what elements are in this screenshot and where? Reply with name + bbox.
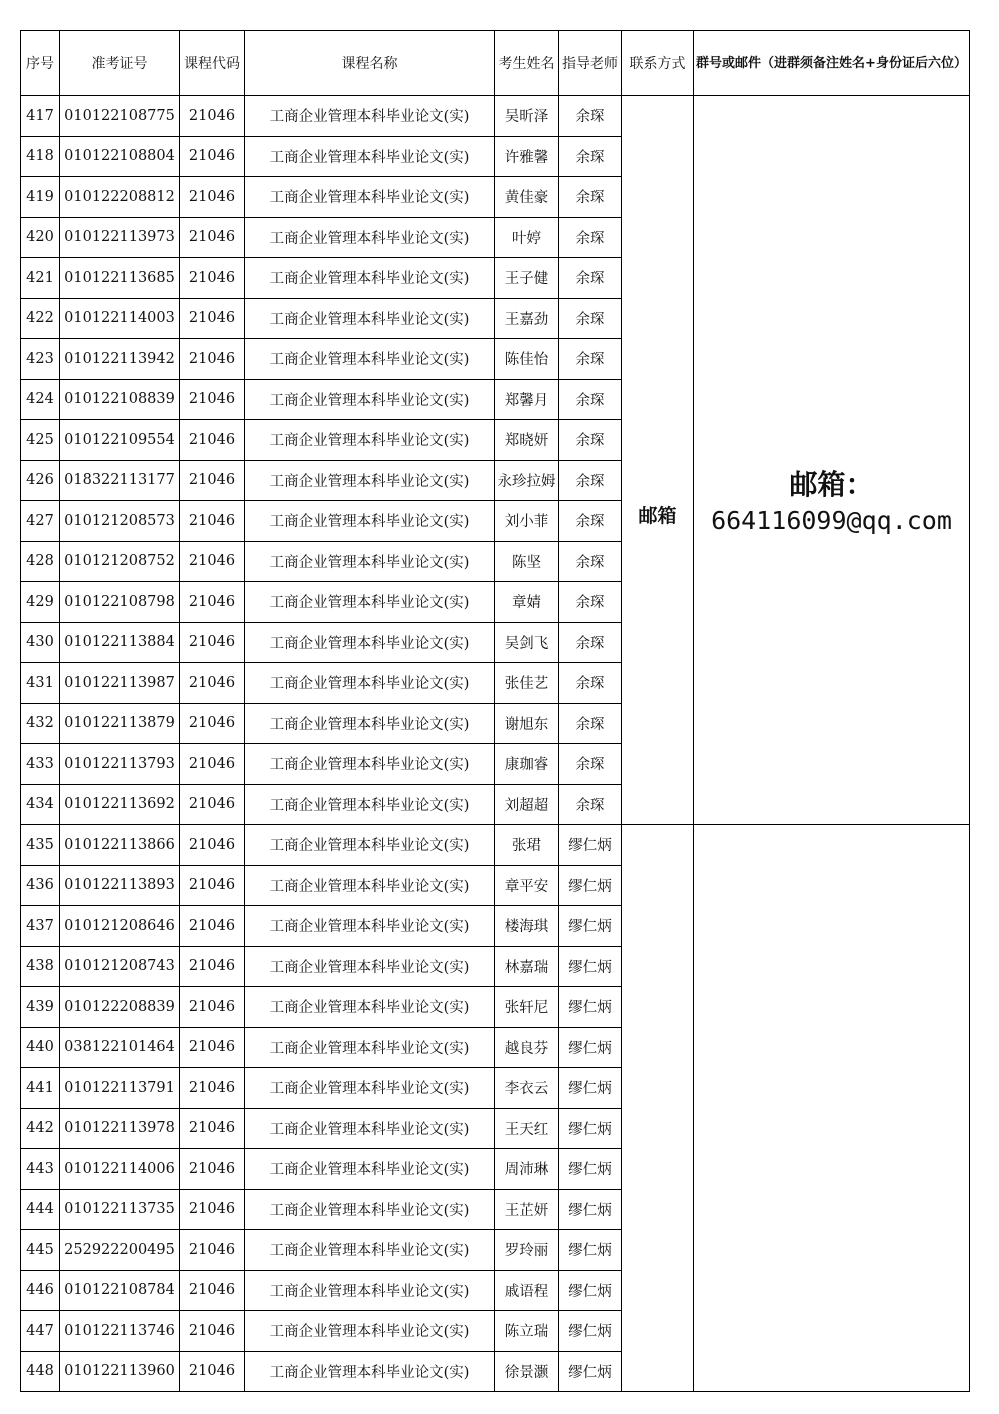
cell-course-code: 21046 — [180, 987, 245, 1028]
cell-exam-id: 010122113692 — [60, 784, 180, 825]
cell-course-code: 21046 — [180, 339, 245, 380]
cell-seq: 426 — [21, 460, 60, 501]
cell-course-name: 工商企业管理本科毕业论文(实) — [245, 1189, 495, 1230]
cell-student-name: 李衣云 — [495, 1068, 559, 1109]
header-student-name: 考生姓名 — [495, 31, 559, 96]
cell-course-name: 工商企业管理本科毕业论文(实) — [245, 217, 495, 258]
cell-student-name: 越良芬 — [495, 1027, 559, 1068]
cell-exam-id: 018322113177 — [60, 460, 180, 501]
cell-exam-id: 010122113746 — [60, 1311, 180, 1352]
cell-course-code: 21046 — [180, 582, 245, 623]
cell-seq: 422 — [21, 298, 60, 339]
cell-exam-id: 010121208646 — [60, 906, 180, 947]
contact-cell — [622, 96, 694, 825]
cell-course-code: 21046 — [180, 1108, 245, 1149]
cell-course-name: 工商企业管理本科毕业论文(实) — [245, 703, 495, 744]
cell-exam-id: 010122208812 — [60, 177, 180, 218]
cell-student-name: 黄佳豪 — [495, 177, 559, 218]
cell-course-name: 工商企业管理本科毕业论文(实) — [245, 582, 495, 623]
cell-exam-id: 010122113960 — [60, 1351, 180, 1392]
cell-course-code: 21046 — [180, 1311, 245, 1352]
cell-course-code: 21046 — [180, 784, 245, 825]
cell-exam-id: 010122113978 — [60, 1108, 180, 1149]
cell-exam-id: 010122114003 — [60, 298, 180, 339]
cell-exam-id: 010121208743 — [60, 946, 180, 987]
cell-course-name: 工商企业管理本科毕业论文(实) — [245, 784, 495, 825]
cell-seq: 437 — [21, 906, 60, 947]
cell-course-code: 21046 — [180, 177, 245, 218]
contact-cell-empty — [622, 825, 694, 1392]
cell-advisor: 缪仁炳 — [559, 865, 622, 906]
cell-advisor: 余琛 — [559, 298, 622, 339]
cell-advisor: 缪仁炳 — [559, 1068, 622, 1109]
table-row — [21, 825, 970, 866]
cell-seq: 428 — [21, 541, 60, 582]
cell-student-name: 刘小菲 — [495, 501, 559, 542]
cell-student-name: 吴剑飞 — [495, 622, 559, 663]
cell-course-name: 工商企业管理本科毕业论文(实) — [245, 622, 495, 663]
cell-course-code: 21046 — [180, 825, 245, 866]
cell-advisor: 余琛 — [559, 96, 622, 137]
cell-exam-id: 010122109554 — [60, 420, 180, 461]
cell-advisor: 余琛 — [559, 622, 622, 663]
cell-exam-id: 010122113735 — [60, 1189, 180, 1230]
cell-student-name: 陈佳怡 — [495, 339, 559, 380]
cell-course-name: 工商企业管理本科毕业论文(实) — [245, 744, 495, 785]
cell-advisor: 缪仁炳 — [559, 1311, 622, 1352]
cell-seq: 440 — [21, 1027, 60, 1068]
cell-seq: 447 — [21, 1311, 60, 1352]
email-address: 664116099@qq.com — [711, 506, 952, 535]
header-course-code: 课程代码 — [180, 31, 245, 96]
cell-seq: 432 — [21, 703, 60, 744]
cell-advisor: 余琛 — [559, 703, 622, 744]
cell-student-name: 郑晓妍 — [495, 420, 559, 461]
cell-seq: 423 — [21, 339, 60, 380]
cell-seq: 445 — [21, 1230, 60, 1271]
cell-course-code: 21046 — [180, 906, 245, 947]
cell-exam-id: 010122108798 — [60, 582, 180, 623]
cell-student-name: 谢旭东 — [495, 703, 559, 744]
cell-course-code: 21046 — [180, 865, 245, 906]
cell-course-name: 工商企业管理本科毕业论文(实) — [245, 946, 495, 987]
cell-course-code: 21046 — [180, 1027, 245, 1068]
cell-seq: 441 — [21, 1068, 60, 1109]
cell-course-name: 工商企业管理本科毕业论文(实) — [245, 987, 495, 1028]
header-advisor: 指导老师 — [559, 31, 622, 96]
cell-course-name: 工商企业管理本科毕业论文(实) — [245, 298, 495, 339]
cell-course-code: 21046 — [180, 136, 245, 177]
cell-student-name: 章平安 — [495, 865, 559, 906]
cell-course-name: 工商企业管理本科毕业论文(实) — [245, 339, 495, 380]
header-course-name: 课程名称 — [245, 31, 495, 96]
cell-exam-id: 010122208839 — [60, 987, 180, 1028]
cell-seq: 442 — [21, 1108, 60, 1149]
contact-method: 邮箱 — [638, 504, 677, 527]
cell-exam-id: 010122108804 — [60, 136, 180, 177]
header-seq: 序号 — [21, 31, 60, 96]
cell-student-name: 永珍拉姆 — [495, 460, 559, 501]
cell-exam-id: 010122113791 — [60, 1068, 180, 1109]
cell-advisor: 缪仁炳 — [559, 1270, 622, 1311]
cell-course-name: 工商企业管理本科毕业论文(实) — [245, 906, 495, 947]
cell-student-name: 刘超超 — [495, 784, 559, 825]
cell-course-code: 21046 — [180, 217, 245, 258]
cell-course-name: 工商企业管理本科毕业论文(实) — [245, 379, 495, 420]
cell-exam-id: 010122113866 — [60, 825, 180, 866]
cell-student-name: 楼海琪 — [495, 906, 559, 947]
cell-exam-id: 010122108784 — [60, 1270, 180, 1311]
cell-advisor: 缪仁炳 — [559, 1189, 622, 1230]
cell-course-code: 21046 — [180, 1149, 245, 1190]
cell-seq: 425 — [21, 420, 60, 461]
cell-exam-id: 010122108839 — [60, 379, 180, 420]
cell-course-code: 21046 — [180, 622, 245, 663]
cell-course-name: 工商企业管理本科毕业论文(实) — [245, 460, 495, 501]
cell-course-name: 工商企业管理本科毕业论文(实) — [245, 541, 495, 582]
cell-advisor: 余琛 — [559, 258, 622, 299]
cell-advisor: 余琛 — [559, 582, 622, 623]
cell-course-name: 工商企业管理本科毕业论文(实) — [245, 1149, 495, 1190]
cell-course-code: 21046 — [180, 1230, 245, 1271]
cell-student-name: 许雅馨 — [495, 136, 559, 177]
cell-exam-id: 010122113942 — [60, 339, 180, 380]
cell-student-name: 张轩尼 — [495, 987, 559, 1028]
cell-student-name: 徐景灏 — [495, 1351, 559, 1392]
cell-student-name: 陈坚 — [495, 541, 559, 582]
cell-advisor: 缪仁炳 — [559, 825, 622, 866]
cell-seq: 417 — [21, 96, 60, 137]
cell-advisor: 余琛 — [559, 460, 622, 501]
cell-exam-id: 010122113893 — [60, 865, 180, 906]
cell-course-code: 21046 — [180, 703, 245, 744]
cell-course-name: 工商企业管理本科毕业论文(实) — [245, 1311, 495, 1352]
cell-student-name: 康珈睿 — [495, 744, 559, 785]
cell-course-name: 工商企业管理本科毕业论文(实) — [245, 1108, 495, 1149]
cell-course-name: 工商企业管理本科毕业论文(实) — [245, 1351, 495, 1392]
cell-advisor: 余琛 — [559, 420, 622, 461]
cell-advisor: 余琛 — [559, 501, 622, 542]
cell-exam-id: 038122101464 — [60, 1027, 180, 1068]
cell-advisor: 余琛 — [559, 339, 622, 380]
cell-advisor: 缪仁炳 — [559, 946, 622, 987]
cell-course-code: 21046 — [180, 1068, 245, 1109]
cell-course-name: 工商企业管理本科毕业论文(实) — [245, 663, 495, 704]
cell-seq: 446 — [21, 1270, 60, 1311]
cell-exam-id: 010122113793 — [60, 744, 180, 785]
table-body — [21, 96, 970, 1392]
cell-student-name: 王嘉劲 — [495, 298, 559, 339]
cell-advisor: 余琛 — [559, 663, 622, 704]
cell-course-code: 21046 — [180, 460, 245, 501]
cell-course-code: 21046 — [180, 946, 245, 987]
cell-student-name: 戚语程 — [495, 1270, 559, 1311]
cell-course-code: 21046 — [180, 663, 245, 704]
cell-course-name: 工商企业管理本科毕业论文(实) — [245, 1270, 495, 1311]
cell-course-code: 21046 — [180, 1189, 245, 1230]
cell-course-code: 21046 — [180, 96, 245, 137]
cell-seq: 431 — [21, 663, 60, 704]
header-contact: 联系方式 — [622, 31, 694, 96]
cell-course-name: 工商企业管理本科毕业论文(实) — [245, 1230, 495, 1271]
cell-exam-id: 010121208573 — [60, 501, 180, 542]
cell-student-name: 陈立瑞 — [495, 1311, 559, 1352]
cell-advisor: 余琛 — [559, 784, 622, 825]
cell-seq: 448 — [21, 1351, 60, 1392]
cell-student-name: 罗玲丽 — [495, 1230, 559, 1271]
cell-seq: 439 — [21, 987, 60, 1028]
cell-seq: 430 — [21, 622, 60, 663]
cell-advisor: 缪仁炳 — [559, 1149, 622, 1190]
group-email-cell-empty — [694, 825, 970, 1392]
cell-seq: 435 — [21, 825, 60, 866]
cell-student-name: 王天红 — [495, 1108, 559, 1149]
cell-exam-id: 010122113884 — [60, 622, 180, 663]
cell-course-name: 工商企业管理本科毕业论文(实) — [245, 1068, 495, 1109]
cell-seq: 429 — [21, 582, 60, 623]
cell-course-code: 21046 — [180, 1270, 245, 1311]
cell-advisor: 缪仁炳 — [559, 987, 622, 1028]
student-table — [20, 30, 970, 1392]
cell-exam-id: 010122108775 — [60, 96, 180, 137]
cell-student-name: 王芷妍 — [495, 1189, 559, 1230]
cell-exam-id: 010122113973 — [60, 217, 180, 258]
cell-exam-id: 252922200495 — [60, 1230, 180, 1271]
group-email-cell — [694, 96, 970, 825]
cell-seq: 444 — [21, 1189, 60, 1230]
cell-course-code: 21046 — [180, 744, 245, 785]
cell-student-name: 章婧 — [495, 582, 559, 623]
cell-seq: 419 — [21, 177, 60, 218]
cell-exam-id: 010122113987 — [60, 663, 180, 704]
cell-student-name: 林嘉瑞 — [495, 946, 559, 987]
cell-course-name: 工商企业管理本科毕业论文(实) — [245, 258, 495, 299]
cell-course-name: 工商企业管理本科毕业论文(实) — [245, 865, 495, 906]
cell-course-code: 21046 — [180, 379, 245, 420]
table-row — [21, 96, 970, 137]
cell-student-name: 周沛琳 — [495, 1149, 559, 1190]
header-exam-id: 准考证号 — [60, 31, 180, 96]
cell-student-name: 张珺 — [495, 825, 559, 866]
cell-course-name: 工商企业管理本科毕业论文(实) — [245, 420, 495, 461]
cell-course-code: 21046 — [180, 298, 245, 339]
cell-course-name: 工商企业管理本科毕业论文(实) — [245, 825, 495, 866]
cell-advisor: 余琛 — [559, 177, 622, 218]
cell-exam-id: 010121208752 — [60, 541, 180, 582]
cell-student-name: 吴昕泽 — [495, 96, 559, 137]
cell-advisor: 缪仁炳 — [559, 1027, 622, 1068]
cell-seq: 420 — [21, 217, 60, 258]
cell-exam-id: 010122114006 — [60, 1149, 180, 1190]
cell-course-code: 21046 — [180, 541, 245, 582]
cell-seq: 424 — [21, 379, 60, 420]
cell-seq: 434 — [21, 784, 60, 825]
cell-exam-id: 010122113879 — [60, 703, 180, 744]
email-label: 邮箱： — [789, 468, 874, 501]
cell-seq: 436 — [21, 865, 60, 906]
cell-advisor: 余琛 — [559, 541, 622, 582]
cell-student-name: 王子健 — [495, 258, 559, 299]
cell-course-code: 21046 — [180, 1351, 245, 1392]
header-row — [21, 31, 970, 96]
cell-seq: 433 — [21, 744, 60, 785]
cell-course-name: 工商企业管理本科毕业论文(实) — [245, 96, 495, 137]
cell-course-name: 工商企业管理本科毕业论文(实) — [245, 501, 495, 542]
cell-course-name: 工商企业管理本科毕业论文(实) — [245, 136, 495, 177]
cell-advisor: 缪仁炳 — [559, 1351, 622, 1392]
cell-advisor: 缪仁炳 — [559, 906, 622, 947]
cell-seq: 438 — [21, 946, 60, 987]
cell-student-name: 郑馨月 — [495, 379, 559, 420]
cell-student-name: 张佳艺 — [495, 663, 559, 704]
cell-advisor: 余琛 — [559, 136, 622, 177]
cell-advisor: 余琛 — [559, 744, 622, 785]
cell-student-name: 叶婷 — [495, 217, 559, 258]
cell-course-name: 工商企业管理本科毕业论文(实) — [245, 1027, 495, 1068]
header-group-or-email: 群号或邮件（进群须备注姓名+身份证后六位） — [694, 31, 970, 96]
cell-seq: 421 — [21, 258, 60, 299]
cell-course-name: 工商企业管理本科毕业论文(实) — [245, 177, 495, 218]
cell-advisor: 余琛 — [559, 379, 622, 420]
cell-course-code: 21046 — [180, 258, 245, 299]
cell-advisor: 缪仁炳 — [559, 1230, 622, 1271]
cell-course-code: 21046 — [180, 420, 245, 461]
cell-seq: 427 — [21, 501, 60, 542]
cell-advisor: 余琛 — [559, 217, 622, 258]
cell-seq: 443 — [21, 1149, 60, 1190]
cell-advisor: 缪仁炳 — [559, 1108, 622, 1149]
cell-exam-id: 010122113685 — [60, 258, 180, 299]
cell-course-code: 21046 — [180, 501, 245, 542]
cell-seq: 418 — [21, 136, 60, 177]
